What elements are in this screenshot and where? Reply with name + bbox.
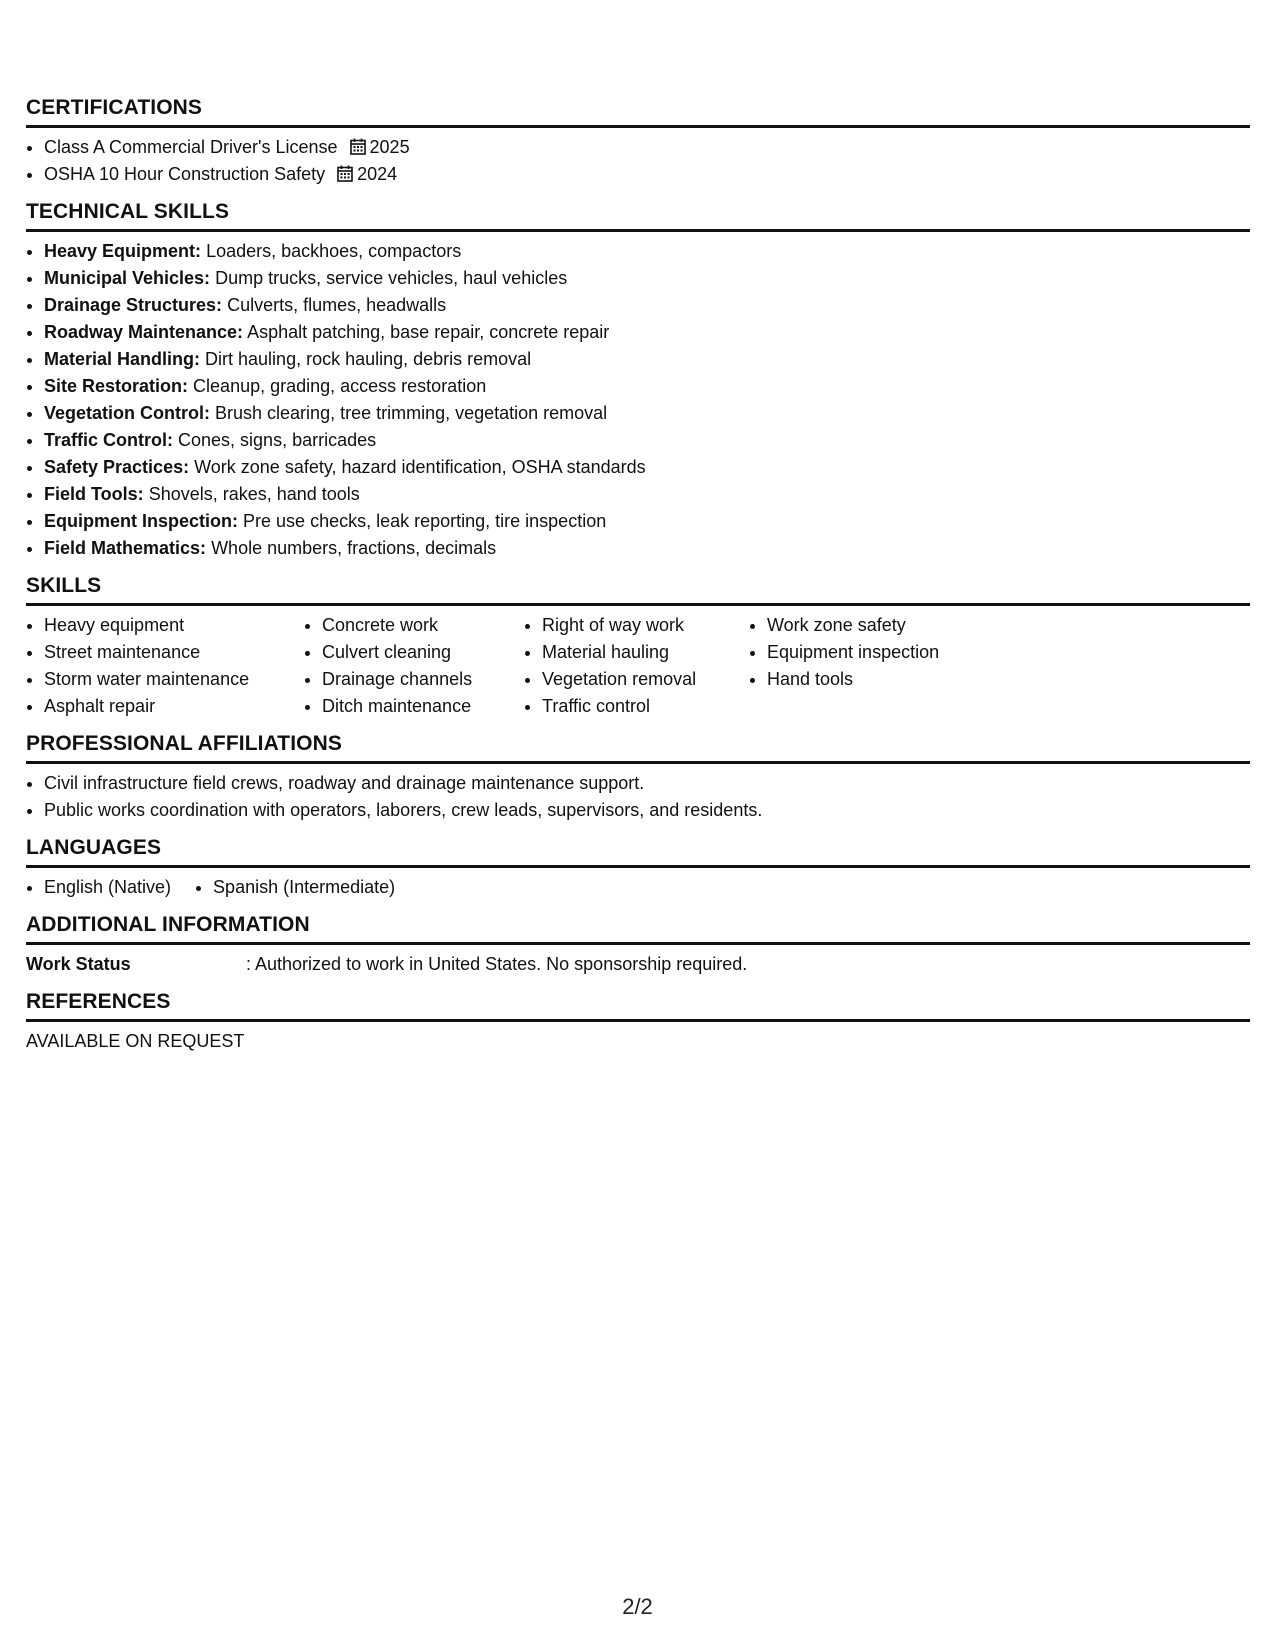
list-item: • Equipment inspection bbox=[767, 639, 997, 666]
skill-text: Pre use checks, leak reporting, tire inspection bbox=[243, 511, 607, 531]
affiliations-list bbox=[26, 770, 1250, 824]
cert-year: 2025 bbox=[369, 137, 410, 157]
list-item: • Public works coordination with operators, laborers, crew leads, supervisors, and residents. bbox=[44, 797, 1250, 824]
skill-label: Heavy Equipment: bbox=[44, 241, 202, 261]
section-title-technical-skills: TECHNICAL SKILLS bbox=[26, 200, 1250, 232]
section-title-additional-info: ADDITIONAL INFORMATION bbox=[26, 913, 1250, 945]
list-item: • Drainage channels bbox=[322, 666, 524, 693]
list-item: • Traffic control bbox=[542, 693, 749, 720]
calendar-icon bbox=[350, 136, 366, 153]
skill-text: Dirt hauling, rock hauling, debris removal bbox=[205, 349, 532, 369]
work-status-label: Work Status bbox=[26, 954, 131, 974]
skills-column bbox=[26, 612, 304, 720]
references-section bbox=[26, 990, 1250, 1055]
page-number: 2/2 bbox=[622, 1594, 653, 1619]
skill-text: Loaders, backhoes, compactors bbox=[206, 241, 462, 261]
affiliations-section bbox=[26, 732, 1250, 824]
list-item bbox=[44, 481, 1250, 508]
skill-label: Field Tools: bbox=[44, 484, 144, 504]
list-item: • Material hauling bbox=[542, 639, 749, 666]
list-item bbox=[44, 319, 1250, 346]
list-item bbox=[44, 346, 1250, 373]
resume-page bbox=[26, 96, 1250, 1067]
skill-text: Whole numbers, fractions, decimals bbox=[211, 538, 497, 558]
cert-year: 2024 bbox=[357, 164, 398, 184]
list-item: • Heavy equipment bbox=[44, 612, 304, 639]
list-item bbox=[44, 134, 1250, 161]
list-item: • Work zone safety bbox=[767, 612, 997, 639]
list-item: • Civil infrastructure field crews, roadway and drainage maintenance support. bbox=[44, 770, 1250, 797]
skill-text: Shovels, rakes, hand tools bbox=[148, 484, 360, 504]
list-item bbox=[44, 265, 1250, 292]
technical-skills-list bbox=[26, 238, 1250, 562]
list-item bbox=[44, 161, 1250, 188]
certifications-section bbox=[26, 96, 1250, 188]
section-title-affiliations: PROFESSIONAL AFFILIATIONS bbox=[26, 732, 1250, 764]
technical-skills-section bbox=[26, 200, 1250, 562]
section-title-certifications: CERTIFICATIONS bbox=[26, 96, 1250, 128]
list-item: • Culvert cleaning bbox=[322, 639, 524, 666]
skill-label: Vegetation Control: bbox=[44, 403, 210, 423]
skill-text: Asphalt patching, base repair, concrete repair bbox=[247, 322, 610, 342]
list-item bbox=[44, 508, 1250, 535]
skill-label: Safety Practices: bbox=[44, 457, 190, 477]
section-title-languages: LANGUAGES bbox=[26, 836, 1250, 868]
skill-text: Cones, signs, barricades bbox=[178, 430, 377, 450]
list-item: • Hand tools bbox=[767, 666, 997, 693]
languages-list bbox=[26, 874, 171, 901]
section-title-references: REFERENCES bbox=[26, 990, 1250, 1022]
calendar-icon bbox=[337, 163, 353, 180]
certifications-list bbox=[26, 134, 1250, 188]
cert-name: OSHA 10 Hour Construction Safety bbox=[44, 164, 326, 184]
skill-text: Brush clearing, tree trimming, vegetation removal bbox=[215, 403, 608, 423]
work-status-value: : Authorized to work in United States. No sponsorship required. bbox=[246, 954, 748, 974]
languages-section bbox=[26, 836, 1250, 901]
skills-column bbox=[304, 612, 524, 720]
list-item: • English (Native) bbox=[44, 874, 171, 901]
skill-text: Dump trucks, service vehicles, haul vehicles bbox=[215, 268, 568, 288]
list-item bbox=[44, 535, 1250, 562]
skill-text: Work zone safety, hazard identification, OSHA standards bbox=[194, 457, 646, 477]
list-item: • Concrete work bbox=[322, 612, 524, 639]
list-item bbox=[44, 373, 1250, 400]
cert-name: Class A Commercial Driver's License bbox=[44, 137, 338, 157]
list-item bbox=[44, 292, 1250, 319]
skill-label: Traffic Control: bbox=[44, 430, 173, 450]
skills-column bbox=[524, 612, 749, 720]
skills-columns bbox=[26, 612, 1250, 720]
list-item: • Street maintenance bbox=[44, 639, 304, 666]
skill-label: Drainage Structures: bbox=[44, 295, 223, 315]
list-item: • Spanish (Intermediate) bbox=[213, 874, 395, 901]
list-item: • Vegetation removal bbox=[542, 666, 749, 693]
list-item bbox=[44, 454, 1250, 481]
skill-label: Municipal Vehicles: bbox=[44, 268, 211, 288]
skill-label: Roadway Maintenance: bbox=[44, 322, 244, 342]
skills-column bbox=[749, 612, 997, 720]
work-status-row bbox=[26, 951, 1250, 978]
additional-info-section bbox=[26, 913, 1250, 978]
skills-section bbox=[26, 574, 1250, 720]
references-text: AVAILABLE ON REQUEST bbox=[26, 1031, 245, 1051]
skill-text: Culverts, flumes, headwalls bbox=[227, 295, 447, 315]
list-item bbox=[44, 238, 1250, 265]
skill-label: Material Handling: bbox=[44, 349, 201, 369]
list-item bbox=[44, 400, 1250, 427]
list-item: • Ditch maintenance bbox=[322, 693, 524, 720]
list-item: • Right of way work bbox=[542, 612, 749, 639]
section-title-skills: SKILLS bbox=[26, 574, 1250, 606]
skill-label: Equipment Inspection: bbox=[44, 511, 239, 531]
list-item: • Asphalt repair bbox=[44, 693, 304, 720]
languages-list bbox=[195, 874, 395, 901]
list-item bbox=[44, 427, 1250, 454]
languages-row bbox=[26, 874, 1250, 901]
skill-text: Cleanup, grading, access restoration bbox=[193, 376, 487, 396]
list-item: • Storm water maintenance bbox=[44, 666, 304, 693]
skill-label: Site Restoration: bbox=[44, 376, 189, 396]
skill-label: Field Mathematics: bbox=[44, 538, 207, 558]
